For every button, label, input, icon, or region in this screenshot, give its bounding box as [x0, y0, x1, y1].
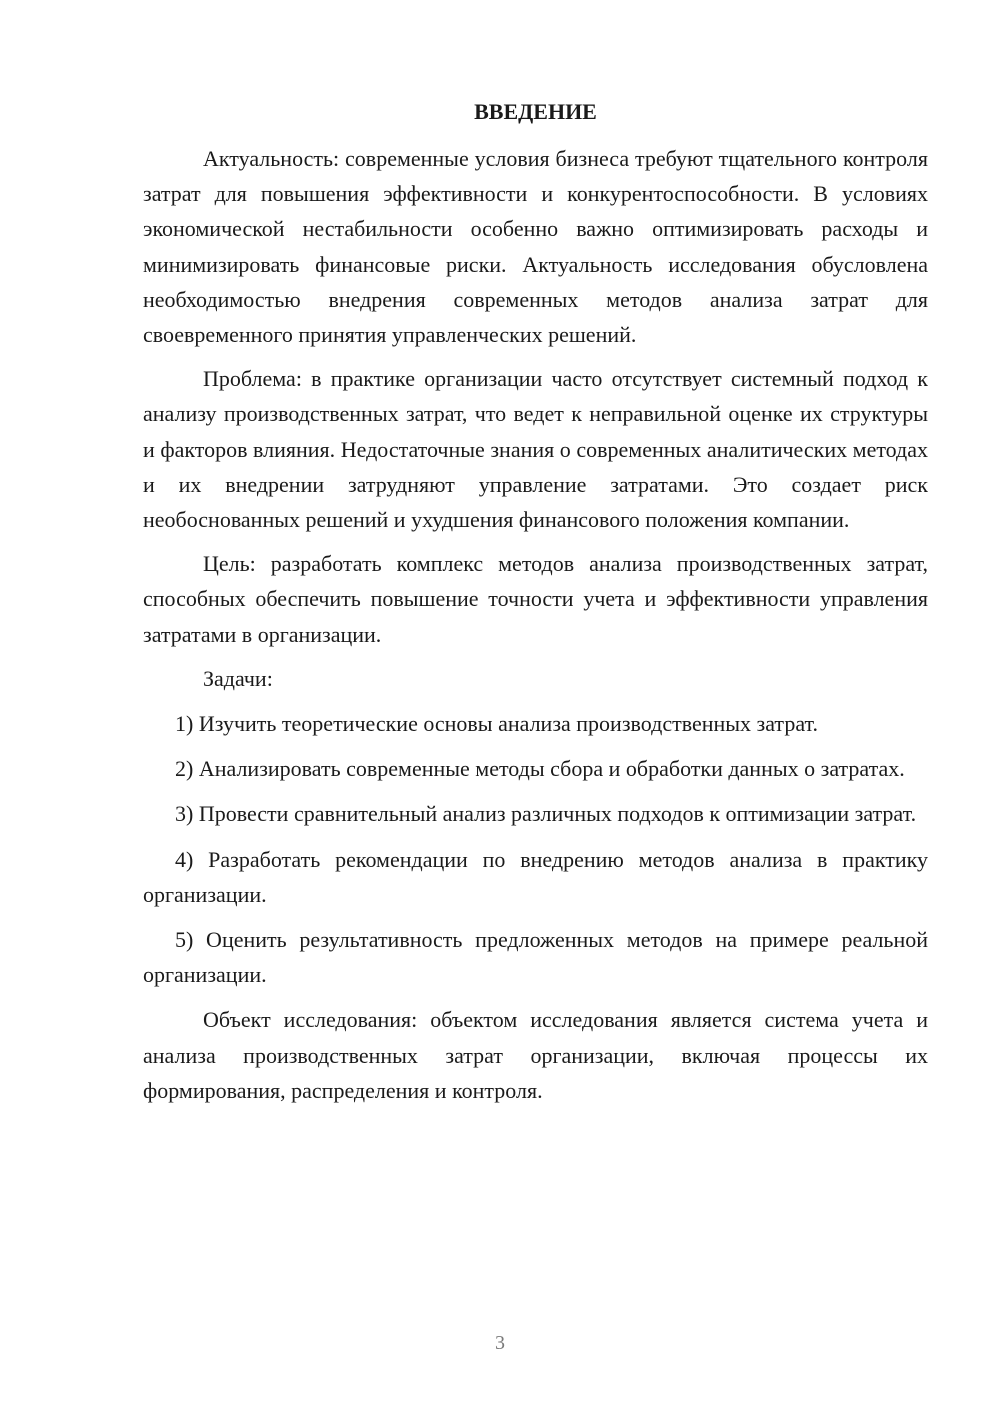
paragraph-relevance: Актуальность: современные условия бизнеса требуют тщательного контроля затрат для повышения эффективности и конкурентоспособности. В условиях экономической нестабильности особенно важно оптимизировать расходы и минимизировать финансовые риски. Актуальность исследования обусловлена необходимостью внедрения современных методов анализа затрат для своевременного принятия управленческих решений. [143, 146, 928, 348]
tasks-label: Задачи: [203, 665, 273, 691]
task-list [143, 706, 928, 992]
task-item-3: 3) Провести сравнительный анализ различных подходов к оптимизации затрат. [175, 801, 917, 827]
task-item-4: 4) Разработать рекомендации по внедрению методов анализа в практику организации. [143, 846, 928, 907]
task-item-5: 5) Оценить результативность предложенных методов на примере реальной организации. [143, 927, 928, 988]
section-title: ВВЕДЕНИЕ [474, 99, 597, 124]
document-page [143, 94, 928, 1117]
task-item-1: 1) Изучить теоретические основы анализа производственных затрат. [175, 711, 818, 737]
paragraph-object: Объект исследования: объектом исследования является система учета и анализа производственных затрат организации, включая процессы их формирования, распределения и контроля. [143, 1007, 928, 1103]
task-item-2: 2) Анализировать современные методы сбора и обработки данных о затратах. [175, 756, 905, 782]
paragraph-goal: Цель: разработать комплекс методов анализа производственных затрат, способных обеспечить повышение точности учета и эффективности управления затратами в организации. [143, 551, 928, 647]
paragraph-problem: Проблема: в практике организации часто отсутствует системный подход к анализу производственных затрат, что ведет к неправильной оценке их структуры и факторов влияния. Недостаточные знания о современных аналитических методах и их внедрении затрудняют управление затратами. Это создает риск необоснованных решений и ухудшения финансового положения компании. [143, 366, 928, 533]
page-number: 3 [495, 1332, 505, 1354]
